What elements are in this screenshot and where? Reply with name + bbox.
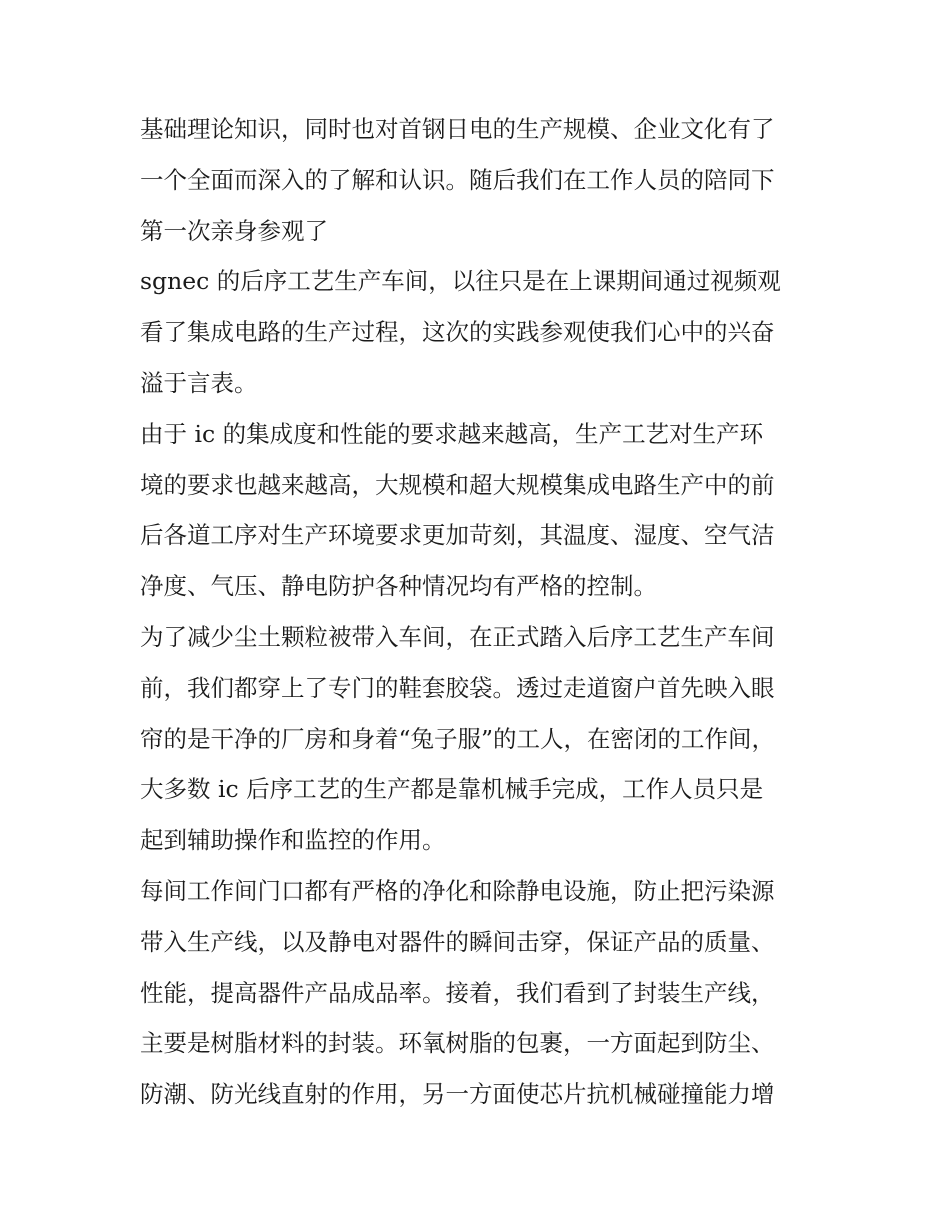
document-body (140, 104, 820, 1120)
text-line: 一个全面而深入的了解和认识。随后我们在工作人员的陪同下 (140, 165, 775, 194)
paragraph-5 (140, 866, 820, 1120)
text-line: 为了减少尘土颗粒被带入车间，在正式踏入后序工艺生产车间 (140, 622, 775, 651)
paragraph-2 (140, 256, 820, 408)
text-line: 溢于言表。 (140, 368, 258, 397)
text-line: sgnec 的后序工艺生产车间，以往只是在上课期间通过视频观 (140, 267, 781, 296)
text-line: 基础理论知识，同时也对首钢日电的生产规模、企业文化有了 (140, 115, 775, 143)
text-line: 帘的是干净的厂房和身着“兔子服”的工人，在密闭的工作间， (140, 724, 776, 753)
paragraph-4 (140, 612, 820, 866)
text-line: 境的要求也越来越高，大规模和超大规模集成电路生产中的前 (140, 470, 775, 499)
text-line: 主要是树脂材料的封装。环氧树脂的包裹，一方面起到防尘、 (140, 1029, 775, 1058)
text-line: 后各道工序对生产环境要求更加苛刻，其温度、湿度、空气洁 (140, 521, 775, 550)
text-line: 防潮、防光线直射的作用，另一方面使芯片抗机械碰撞能力增 (140, 1080, 775, 1109)
text-line: 由于 ic 的集成度和性能的要求越来越高，生产工艺对生产环 (140, 419, 764, 448)
text-line: 净度、气压、静电防护各种情况均有严格的控制。 (140, 572, 657, 601)
paragraph-1 (140, 104, 820, 256)
text-line: 大多数 ic 后序工艺的生产都是靠机械手完成，工作人员只是 (140, 775, 764, 804)
text-line: 起到辅助操作和监控的作用。 (140, 826, 446, 855)
text-line: 前，我们都穿上了专门的鞋套胶袋。透过走道窗户首先映入眼 (140, 673, 775, 702)
text-line: 看了集成电路的生产过程，这次的实践参观使我们心中的兴奋 (140, 318, 775, 347)
paragraph-3 (140, 409, 820, 612)
text-line: 每间工作间门口都有严格的净化和除静电设施，防止把污染源 (140, 876, 775, 905)
text-line: 第一次亲身参观了 (140, 216, 328, 245)
text-line: 性能，提高器件产品成品率。接着，我们看到了封装生产线， (140, 978, 775, 1007)
text-line: 带入生产线，以及静电对器件的瞬间击穿，保证产品的质量、 (140, 927, 775, 956)
